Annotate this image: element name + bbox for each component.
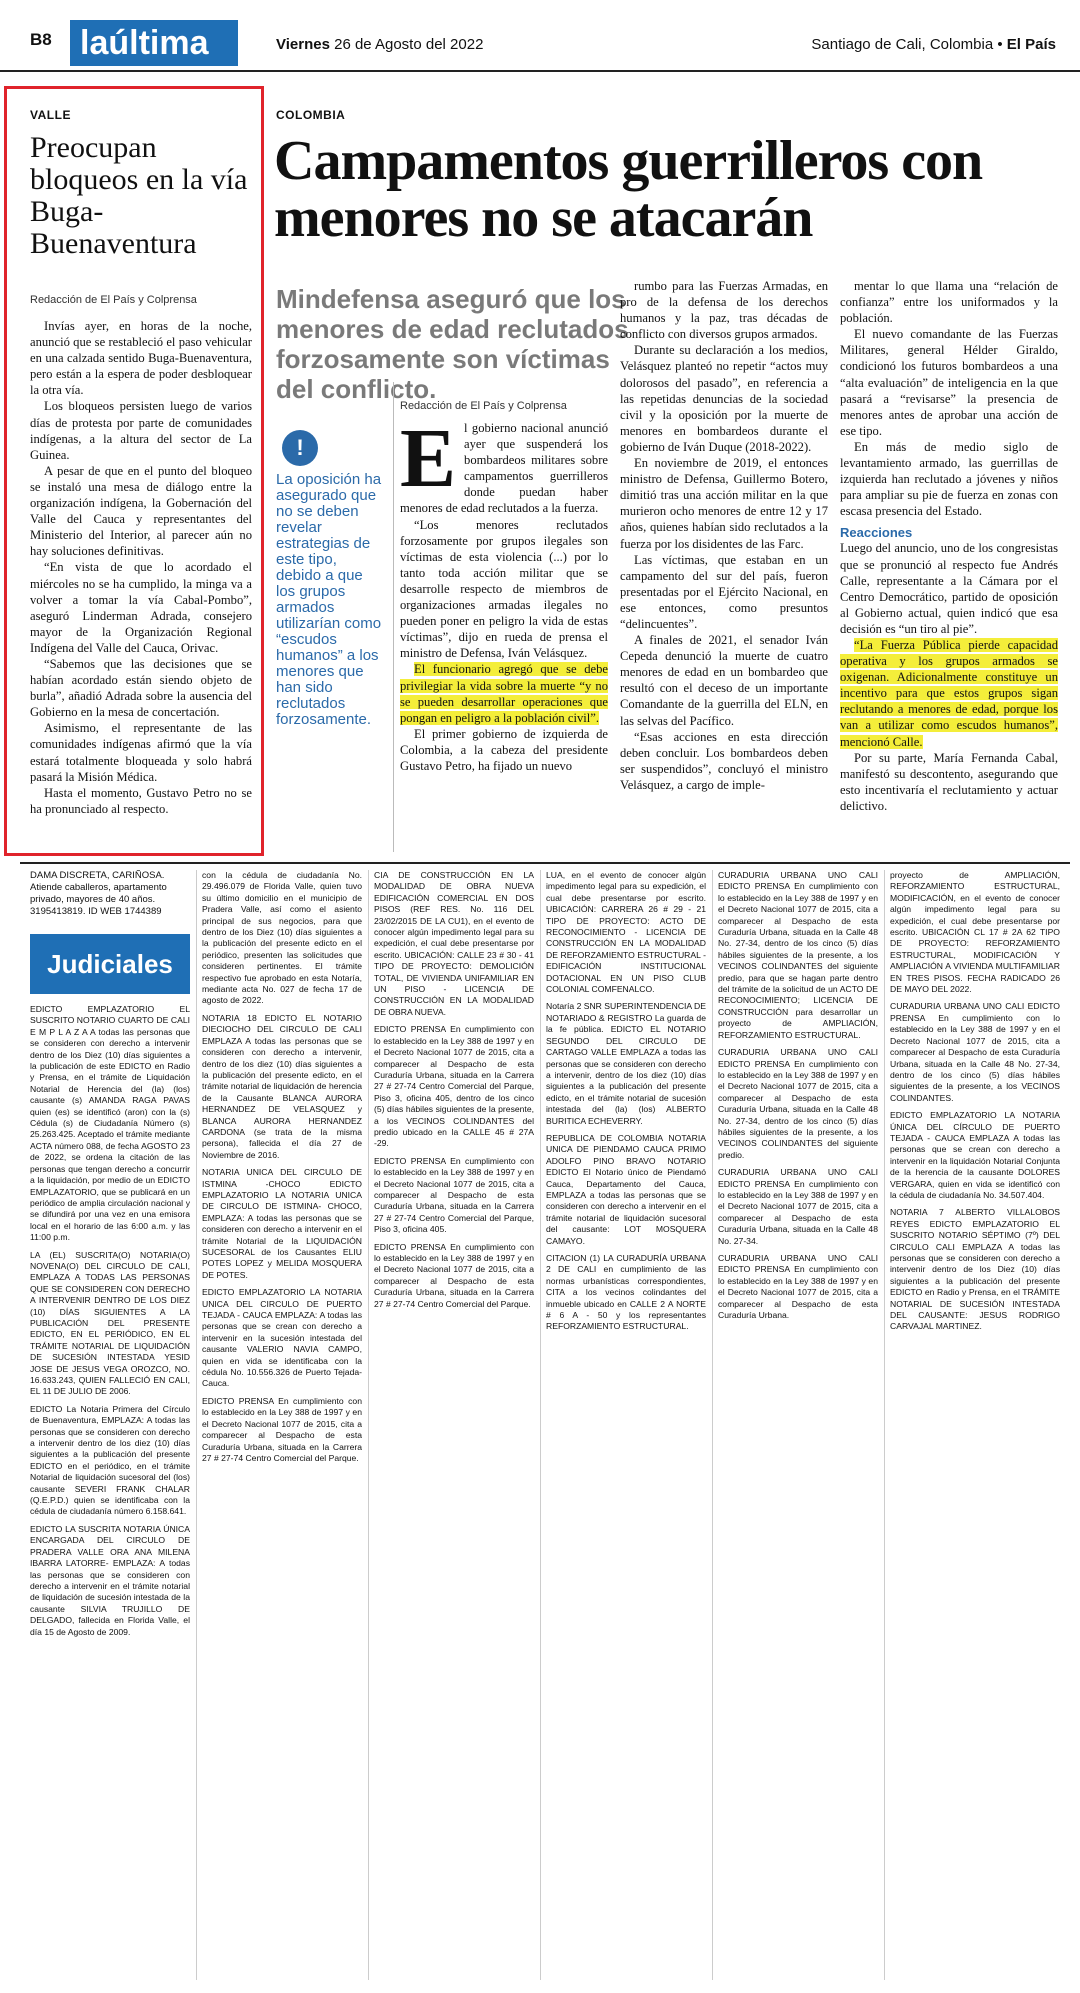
article-paragraph: El nuevo comandante de las Fuerzas Militares, general Hélder Giraldo, condicionó los futuros bombardeos a una “alta evaluación” de inteligencia en la que pasará a “revisarse” la presencia de menores antes de aprobar una acción de ese tipo. [840,327,1058,438]
legal-notice: CURADURIA URBANA UNO CALI EDICTO PRENSA En cumplimiento con lo establecido en la Ley 388 de 1997 y en el Decreto Nacional 1077 de 2015, cita a comparecer al Despacho de esta Curaduría Urbana, situada en la Calle 48 No. 27-34, dentro de los cinco (5) días hábiles siguientes de la presente, a los VECINOS COLINDANTES del siguiente predio. [718,1047,878,1160]
valle-byline: Redacción de El País y Colprensa [30,294,197,306]
legal-notice: EDICTO LA SUSCRITA NOTARIA ÚNICA ENCARGADA DEL CIRCULO DE PRADERA VALLE ORA ANA MILENA IBARRA LATORRE- EMPLAZA: A todas las personas que se consideren con derecho a intervenir en el trámite notarial de liquidación de sucesión intestada de la causante SILVIA TRUJILLO DE DELGADO, fallecida en Florida Valle, el día 15 de Agosto de 2009. [30,1523,190,1637]
classified-column-5 [718,870,878,1984]
page-header [0,0,1080,72]
classified-column-6 [890,870,1060,1984]
legal-notice: LUA, en el evento de conocer algún impedimento legal para su expedición, el cual debe presentarse por escrito. UBICACIÓN: CARRERA 26 # 29 - 21 TIPO DE PROYECTO: ACTO DE RECONOCIMIENTO - LICENCIA DE CONSTRUCCIÓN EN LA MODALIDAD DE REFORZAMIENTO ESTRUCTURAL - EDIFICACIÓN INSTITUCIONAL DOTACIONAL EN UN PISO CLUB COLONIAL COMFENALCO. [546,870,706,995]
main-kicker: COLOMBIA [276,108,346,122]
legal-notice: con la cédula de ciudadanía No. 29.496.079 de Florida Valle, quien tuvo su último domicilio en el municipio de Pradera Valle, así como el asiento principal de sus negocios, para que dentro de los Diez (10) días siguientes a la publicación del presente edicto en el periódico, presenten las solicitudes que consideren pertinentes. El trámite respectivo fue aprobado en esta Notaría, mediante acta No. 027 de fecha 17 de agosto de 2022. [202,870,362,1006]
highlighted-quote-1: El funcionario agregó que se debe privilegiar la vida sobre la muerte “y no se pueden desarrollar operaciones que pongan en peligro a la población civil”. [400,662,608,725]
legal-notice: EDICTO EMPLAZATORIO LA NOTARIA ÚNICA DEL CÍRCULO DE PUERTO TEJADA - CAUCA EMPLAZA A todas las personas que se crean con derecho a intervenir en la liquidación Notarial Conjunta de la herencia de la causante DOLORES VERGARA, quien en vida se identificó con la cédula de ciudadanía No. 34.507.404. [890,1110,1060,1200]
article-paragraph: Luego del anuncio, uno de los congresistas que se pronunció al respecto fue Andrés Calle, representante a la Cámara por el Centro Democrático, partido de oposición al Gobierno actual, quien indicó que esa decisión es “un tiro al pie”. [840,541,1058,636]
legal-notice: CITACION (1) LA CURADURÍA URBANA 2 DE CALI en cumplimiento de las normas urbanísticas correspondientes, CITA a los vecinos colindantes del inmueble ubicado en CALLE 2 A NORTE # 6 A - 50 y los representantes REFORZAMIENTO ESTRUCTURAL. [546,1253,706,1332]
legal-notice: proyecto de AMPLIACIÓN, REFORZAMIENTO ESTRUCTURAL, MODIFICACIÓN, en el evento de conocer algún impedimento legal para su expedición, el cual debe presentarse por escrito. UBICACIÓN CL 17 # 2A 62 TIPO DE PROYECTO: REFORZAMIENTO ESTRUCTURAL, MODIFICACIÓN Y AMPLIACIÓN A VIVIENDA MULTIFAMILIAR EN TRES PISOS. FECHA RADICADO 26 DE MAYO DEL 2022. [890,870,1060,995]
legal-notice: EDICTO PRENSA En cumplimiento con lo establecido en la Ley 388 de 1997 y en el Decreto Nacional 1077 de 2015, cita a comparecer al Despacho de esta Curaduría Urbana, situada en la Carrera 27 # 27-74 Centro Comercial del Parque. [374,1241,534,1309]
classified-column-1 [30,1004,190,1984]
issue-date: Viernes 26 de Agosto del 2022 [276,36,484,53]
article-paragraph: A finales de 2021, el senador Iván Cepeda denunció la muerte de cuatro menores de edad en un bombardeo que resultó con el deceso de un importante Comandante de la guerrilla del ELN, en las selvas del Pacífico. [620,633,828,728]
legal-notice: NOTARIA UNICA DEL CIRCULO DE ISTMINA -CHOCO EDICTO EMPLAZATORIO LA NOTARIA UNICA DE CIRCULO DE ISTMINA- CHOCO, EMPLAZA: A todas las personas que se consideren con derecho a intervenir en el trámite Notarial de la LIQUIDACIÓN SUCESORAL de los Causantes ELIU POTES LOPEZ y MELIDA MOSQUERA DE POTES. [202,1167,362,1280]
column-rule [884,870,885,1980]
valle-paragraph: “En vista de que lo acordado el miércoles no se ha cumplido, la minga va a volver a tomar la vía Cabal-Pombo”, aseguró Linderman Adrada, consejero mayor de la Organización Regional Indígena del Valle del Cauca, Orivac. [30,560,252,655]
article-paragraph: En noviembre de 2019, el entonces ministro de Defensa, Guillermo Botero, dimitió tras una acción militar en la que murieron ocho menores de entre 12 y 17 años, quienes habían sido reclutados a la fuerza por los disidentes de las Farc. [620,456,828,551]
valle-paragraph: Invías ayer, en horas de la noche, anunció que se restableció el paso vehicular en una calzada sentido Buga-Buenaventura, pero están a la espera de poder desbloquear la otra vía. [30,319,252,398]
legal-notice: CIA DE CONSTRUCCIÓN EN LA MODALIDAD DE OBRA NUEVA EDIFICACIÓN COMERCIAL EN DOS PISOS (REF RES. No. 116 DEL 23/02/2015 DE LA CU1), en el evento de conocer algún impedimento legal para su expedición, el cual debe presentarse por escrito. UBICACIÓN: CALLE 23 # 30 - 41 TIPO DE PROYECTO: DEMOLICIÓN TOTAL, DE VIVIENDA UNIFAMILIAR EN UN PISO - LICENCIA DE CONSTRUCCIÓN EN LA MODALIDAD DE OBRA NUEVA. [374,870,534,1017]
article-paragraph: Durante su declaración a los medios, Velásquez planteó no repetir “actos muy dolorosos del pasado”, en referencia a las repetidas denuncias de la sociedad civil y la oposición por la muerte de menores en bombardeos durante el gobierno de Iván Duque (2018-2022). [620,343,828,454]
legal-notice: CURADURIA URBANA UNO CALI EDICTO PRENSA En cumplimiento con lo establecido en la Ley 388 de 1997 y en el Decreto Nacional 1077 de 2015, cita a comparecer al Despacho de esta Curaduría Urbana. [718,1253,878,1321]
valle-paragraph: Los bloqueos persisten luego de varios días de protesta por parte de comunidades indígenas, a la altura del sector de La Guinea. [30,399,252,462]
legal-notice: EDICTO La Notaria Primera del Círculo de Buenaventura, EMPLAZA: A todas las personas que se consideren con derecho a intervenir dentro de los diez (10) días siguientes a la publicación del presente EDICTO en el periódico, en el trámite Notarial de liquidación sucesoral del (los) causante SEVERI FRANK CHALAR (Q.E.P.D.) quien se identificaba con la cédula de ciudadanía número 6.158.641. [30,1403,190,1517]
callout-divider [393,382,394,852]
article-paragraph: “Esas acciones en esta dirección deben concluir. Los bombardeos deben ser suspendidos”, concluyó el ministro Velásquez, a cargo de imple- [620,729,828,792]
exclamation-icon: ! [282,430,318,466]
valle-paragraph: A pesar de que en el punto del bloqueo se instaló una mesa de diálogo entre la organización indígena, la Gobernación del Valle del Cauca y representantes del Ministerio del Interior, al parecer aún no hay soluciones definitivas. [30,463,252,559]
legal-notice: EDICTO PRENSA En cumplimiento con lo establecido en la Ley 388 de 1997 y en el Decreto Nacional 1077 de 2015, cita a comparecer al Despacho de esta Curaduría Urbana, situada en la Carrera 27 # 27-74 Centro Comercial del Parque. [202,1395,362,1463]
legal-notice: LA (EL) SUSCRITA(O) NOTARIA(O) NOVENA(O) DEL CIRCULO DE CALI, EMPLAZA A TODAS LAS PERSONAS QUE SE CONSIDEREN CON DERECHO A INTERVENIR DENTRO DE LOS DIEZ (10) DÍAS SIGUIENTES A LA PUBLICACIÓN DEL PRESENTE EDICTO, EN EL PERIÓDICO, EN EL TRÁMITE NOTARIAL DE LIQUIDACIÓN DE SUCESIÓN INTESTADA YESID JOSE DE JESUS VEGA OROZCO, NO. 16.633.243, QUIEN FALLECIÓ EN CALI, EL 11 DE JULIO DE 2006. [30,1249,190,1397]
reacciones-heading: Reacciones [840,525,913,541]
valle-body [30,318,252,817]
valle-headline: Preocupan bloqueos en la vía Buga-Buenaventura [30,131,248,260]
legal-notice: EDICTO EMPLAZATORIO LA NOTARIA UNICA DEL CIRCULO DE PUERTO TEJADA - CAUCA EMPLAZA: A todas las personas que se crean con derecho a intervenir en la sucesión intestada del causante VALERIO NAVIA CAMPO, quien en vida se identificaba con la cédula No. 10.556.326 de Puerto Tejada-Cauca. [202,1287,362,1389]
article-paragraph: rumbo para las Fuerzas Armadas, en pro de la defensa de los derechos humanos y la paz, tras décadas de conflicto con diversos grupos armados. [620,279,828,342]
column-rule [712,870,713,1980]
main-headline: Campamentos guerrilleros con menores no se atacarán [274,130,983,249]
section-divider [20,862,1070,864]
legal-notice: NOTARIA 18 EDICTO EL NOTARIO DIECIOCHO DEL CIRCULO DE CALI EMPLAZA A todas las personas que se consideren con derecho a intervenir, dentro de los diez (10) días siguientes a la publicación del presente edicto, en el trámite notarial de liquidación de herencia de la Causante BLANCA AURORA HERNANDEZ DE VELASQUEZ y BLANCA AURORA HERNANDEZ CARDONA (se trata de la misma persona), fallecida el día 27 de Noviembre de 2016. [202,1012,362,1160]
legal-notice: NOTARIA 7 ALBERTO VILLALOBOS REYES EDICTO EMPLAZATORIO EL SUSCRITO NOTARIO SÉPTIMO (7º) DEL CIRCULO CALI EMPLAZA A todas las personas que se consideren con derecho a intervenir dentro de los Diez (10) días siguientes a la publicación del presente EDICTO en Radio y Prensa, en el TRÁMITE NOTARIAL DE SUCESIÓN INTESTADA DEL CAUSANTE: JESUS RODRIGO CARVAJAL MARTINEZ. [890,1207,1060,1332]
legal-notice: REPUBLICA DE COLOMBIA NOTARIA UNICA DE PIENDAMO CAUCA PRIMO ADOLFO PINO BRAVO NOTARIO EDICTO El Notario único de Piendamó Cauca, Departamento del Cauca, EMPLAZA a todas las personas que se consideren con derecho a intervenir en el trámite notarial de liquidación sucesoral del causante: LOT MOSQUERA CAMAYO. [546,1132,706,1246]
callout-text: La oposición ha asegurado que no se deben revelar estrategias de este tipo, debido a que los grupos armados utilizarían como “escudos humanos” a los menores que han sido reclutados forzosamente. [276,471,382,728]
article-lede: l gobierno nacional anunció ayer que suspenderá los bombardeos militares sobre campamentos guerrilleros donde puedan haber menores de edad reclutados a la fuerza. [400,421,608,516]
opposition-callout [276,430,386,728]
dropcap: E [400,412,457,505]
city-paper: Santiago de Cali, Colombia • El País [811,36,1056,53]
judiciales-banner: Judiciales [30,934,190,994]
legal-notice: EDICTO EMPLAZATORIO EL SUSCRITO NOTARIO CUARTO DE CALI E M P L A Z A A todas las personas que se consideren con derecho a intervenir dentro de los Diez (10) días siguientes a la publicación de este EDICTO en Radio y Prensa, en el trámite de Liquidación Notarial de Herencia del (la) (los) causante (s) AMANDA RAGA PAVAS quien (es) se identificó (aron) con la (s) Cédula (s) de Ciudadanía Número (s) 25.263.425. Aceptado el trámite mediante ACTA número 088, de fecha AGOSTO 23 de 2022, se ordena la citación de las personas que tengan derecho a concurrir a la liquidación, por medio de un EDICTO EMPLAZATORIO, que se publicará en un periódico de amplia circulación nacional y se difundirá por una vez en una emisora local en el horario de las 6:00 a.m. y las 11:00 p.m. [30,1004,190,1243]
page-number: B8 [30,30,52,49]
legal-notice: CURADURIA URBANA UNO CALI EDICTO PRENSA En cumplimiento con lo establecido en la Ley 388 de 1997 y en el Decreto Nacional 1077 de 2015, cita a comparecer al Despacho de esta Curaduría Urbana, situada en la Calle 48 No. 27-34, dentro de los cinco (5) días hábiles siguientes de la presente, a los VECINOS COLINDANTES. [890,1001,1060,1103]
classified-column-2 [202,870,362,1984]
column-rule [540,870,541,1980]
classified-column-3 [374,870,534,1984]
article-column-2 [620,278,828,793]
valle-paragraph: “Sabemos que las decisiones que se habían acordado están siendo objeto de burla”, añadió Adrada sobre la ausencia del Gobierno en la mesa de concertación. [30,656,252,720]
article-paragraph: “Los menores reclutados forzosamente por grupos ilegales son víctimas de esta violencia (...) por lo tanto toda acción militar que se desarrolle respecto de miembros de organizaciones armadas ilegales no pueden poner en peligro la vida de estas víctimas”, dijo en rueda de prensa el ministro de Defensa, Iván Velásquez. [400,517,608,661]
legal-notice: EDICTO PRENSA En cumplimiento con lo establecido en la Ley 388 de 1997 y en el Decreto Nacional 1077 de 2015, cita a comparecer al Despacho de esta Curaduría Urbana, situada en la Carrera 27 # 27-74 Centro Comercial del Parque, Piso 3, oficina 405. [374,1155,534,1235]
highlighted-quote-2: “La Fuerza Pública pierde capacidad operativa y los grupos armados se oxigenan. Adicionalmente constituye un incentivo para que estos grupos sigan reclutando a menores de edad, porque los van a utilizar como escudos humanos”, mencionó Calle. [840,637,1058,749]
legal-notice: CURADURIA URBANA UNO CALI EDICTO PRENSA En cumplimiento con lo establecido en la Ley 388 de 1997 y en el Decreto Nacional 1077 de 2015, cita a comparecer al Despacho de esta Curaduría Urbana, situada en la Calle 48 No. 27-34, dentro de los cinco (5) días hábiles siguientes de la presente, a los VECINOS COLINDANTES del siguiente predio, para que se hagan parte dentro del trámite de la solicitud de un ACTO DE RECONOCIMIENTO; LICENCIA DE CONSTRUCCIÓN para desarrollar un proyecto de AMPLIACIÓN, REFORZAMIENTO ESTRUCTURAL. [718,870,878,1040]
article-paragraph: En más de medio siglo de levantamiento armado, las guerrillas de izquierda han reclutado a jóvenes y niños para ampliar su pie de fuerza en zonas con escasa presencia del Estado. [840,439,1058,519]
legal-notice: EDICTO PRENSA En cumplimiento con lo establecido en la Ley 388 de 1997 y en el Decreto Nacional 1077 de 2015, cita a comparecer al Despacho de esta Curaduría Urbana, situada en la Carrera 27 # 27-74 Centro Comercial del Parque, Piso 3, oficina 405, dentro de los cinco (5) días hábiles siguientes de la presente, a los VECINOS COLINDANTES del predio ubicado en la CALLE 45 # 27A -29. [374,1024,534,1149]
classified-column-4 [546,870,706,1984]
valle-paragraph: Hasta el momento, Gustavo Petro no se ha pronunciado al respecto. [30,785,252,816]
article-paragraph: Las víctimas, que estaban en un campamento del sur del país, fueron presentadas por el Ejército Nacional, en ese entonces, como presuntos “delincuentes”. [620,552,828,631]
article-column-3 [840,278,1058,814]
column-rule [196,870,197,1980]
article-paragraph: El primer gobierno de izquierda de Colombia, a la cabeza del presidente Gustavo Petro, ha fijado un nuevo [400,726,608,773]
valle-kicker: VALLE [30,108,71,122]
article-paragraph: mentar lo que llama una “relación de confianza” entre los uniformados y la población. [840,279,1058,326]
article-column-1 [400,412,608,774]
main-subtitle: Mindefensa aseguró que los menores de edad reclutados forzosamente son víctimas del conflicto. [276,284,629,404]
column-rule [368,870,369,1980]
legal-notice: CURADURIA URBANA UNO CALI EDICTO PRENSA En cumplimiento con lo establecido en la Ley 388 de 1997 y en el Decreto Nacional 1077 de 2015, cita a comparecer al Despacho de esta Curaduría Urbana, situada en la Calle 48 No. 27-34. [718,1167,878,1246]
article-paragraph: Por su parte, María Fernanda Cabal, manifestó su descontento, asegurando que esto incentivaría el reclutamiento y actuar delictivo. [840,750,1058,813]
legal-notice: Notaría 2 SNR SUPERINTENDENCIA DE NOTARIADO & REGISTRO La guarda de la fe pública. EDICTO EL NOTARIO SEGUNDO DEL CIRCULO DE CARTAGO VALLE EMPLAZA a todas las personas que se consideren con derecho a intervenir, dentro de los diez (10) días siguientes a la publicación del presente edicto, en el trámite notarial de sucesión intestada del (la) (los) ALBERTO BURITICA ECHEVERRY. [546,1001,706,1126]
main-byline: Redacción de El País y Colprensa [400,400,567,412]
newspaper-logo: laúltima [70,20,238,66]
classified-ad: DAMA DISCRETA, CARIÑOSA. Atiende caballeros, apartamento privado, mayores de 40 años. 3195413819. ID WEB 1744389 [30,870,167,917]
valle-paragraph: Asimismo, el representante de las comunidades indígenas afirmó que la vía estará totalmente bloqueada y solo habrá pasará la Misión Médica. [30,721,252,784]
